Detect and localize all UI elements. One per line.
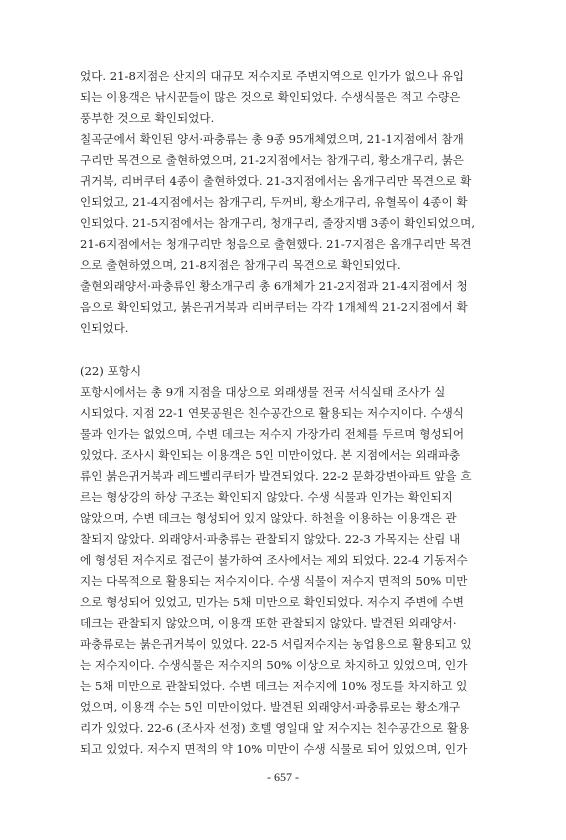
- text-line: 파충류로는 붉은귀거북이 있었다. 22-5 서림저수지는 농업용으로 활용되고 있: [80, 637, 472, 651]
- text-line: 데크는 관찰되지 않았으며, 이용객 또한 관찰되지 않았다. 발견된 외래양서·: [80, 616, 457, 630]
- text-line: 음으로 확인되었고, 붉은귀거북과 리버쿠터는 각각 1개체씩 21-2지점에서 확: [80, 300, 468, 314]
- text-line: 구리만 목견으로 출현하였으며, 21-2지점에서는 참개구리, 황소개구리, 붉은: [80, 153, 465, 167]
- text-line: 는 저수지이다. 수생식물은 저수지의 50% 이상으로 차지하고 있었으며, 인가: [80, 658, 468, 672]
- text-line: 인되었다. 21-5지점에서는 참개구리, 청개구리, 줄장지뱀 3종이 확인되었으며,: [80, 216, 476, 230]
- text-line: 는 5채 미만으로 관찰되었다. 수변 데크는 저수지에 10% 정도를 차지하고 있: [80, 679, 468, 693]
- paragraph: [80, 66, 490, 129]
- text-line: 않았으며, 수변 데크는 형성되어 있지 않았다. 하천을 이용하는 이용객은 관: [80, 511, 457, 525]
- page-body: [80, 66, 490, 760]
- text-line: 르는 형상강의 하상 구조는 확인되지 않았다. 수생 식물과 인가는 확인되지: [80, 490, 453, 504]
- text-line: 귀거북, 리버쿠터 4종이 출현하였다. 21-3지점에서는 옴개구리만 목견으로 확: [80, 174, 472, 188]
- text-line: 지는 다목적으로 활용되는 저수지이다. 수생 식물이 저수지 면적의 50% 미만: [80, 574, 468, 588]
- text-line: 있었다. 조사시 확인되는 이용객은 5인 미만이었다. 본 지점에서는 외래파충: [80, 448, 461, 462]
- paragraph: [80, 382, 490, 760]
- text-line: 류인 붉은귀거북과 레드벨리쿠터가 발견되었다. 22-2 문화강변아파트 앞을 흐: [80, 469, 472, 483]
- text-line: 21-6지점에서는 청개구리만 청음으로 출현했다. 21-7지점은 옴개구리만 목견: [80, 237, 472, 251]
- text-line: 리가 있었다. 22-6 (조사자 선정) 호텔 영일대 앞 저수지는 친수공간으로 활용: [80, 721, 470, 735]
- text-line: 으로 출현하였으며, 21-8지점은 참개구리 목견으로 확인되었다.: [80, 258, 401, 272]
- text-line: 인되었고, 21-4지점에서는 참개구리, 두꺼비, 황소개구리, 유혈목이 4종이 확: [80, 195, 468, 209]
- text-line: 포항시에서는 총 9개 지점을 대상으로 외래생물 전국 서식실태 조사가 실: [80, 385, 446, 399]
- text-line: 찰되지 않았다. 외래양서·파충류는 관찰되지 않았다. 22-3 가목지는 산림 내: [80, 532, 461, 546]
- section-spacer: [80, 339, 490, 361]
- text-line: 었다. 21-8지점은 산지의 대규모 저수지로 주변지역으로 인가가 없으나 유입: [80, 69, 465, 83]
- text-line: 으로 형성되어 있었고, 민가는 5채 미만으로 확인되었다. 저수지 주변에 수변: [80, 595, 464, 609]
- paragraph: [80, 129, 490, 276]
- text-line: 에 형성된 저수지로 접근이 불가하여 조사에서는 제외 되었다. 22-4 기동저수: [80, 553, 468, 567]
- section-heading: (22) 포항시: [80, 364, 142, 378]
- text-line: 인되었다.: [80, 321, 129, 335]
- page-number: - 657 -: [267, 770, 299, 784]
- paragraph: [80, 276, 490, 339]
- text-line: 었으며, 이용객 수는 5인 미만이었다. 발견된 외래양서·파충류로는 황소개구: [80, 700, 461, 714]
- text-line: 시되었다. 지점 22-1 연못공원은 친수공간으로 활용되는 저수지이다. 수생식: [80, 406, 465, 420]
- text-line: 물과 인가는 없었으며, 수변 데크는 저수지 가장가리 전체를 두르며 형성되어: [80, 427, 465, 441]
- text-line: 출현외래양서·파충류인 황소개구리 총 6개체가 21-2지점과 21-4지점에서 청: [80, 279, 468, 293]
- text-line: 되고 있었다. 저수지 면적의 약 10% 미만이 수생 식물로 되어 있었으며, 인가: [80, 742, 468, 756]
- text-line: 되는 이용객은 낚시꾼들이 많은 것으로 확인되었다. 수생식물은 적고 수량은: [80, 90, 461, 104]
- text-line: 풍부한 것으로 확인되었다.: [80, 111, 215, 125]
- text-line: 칠곡군에서 확인된 양서·파충류는 총 9종 95개체였으며, 21-1지점에서 참개: [80, 132, 464, 146]
